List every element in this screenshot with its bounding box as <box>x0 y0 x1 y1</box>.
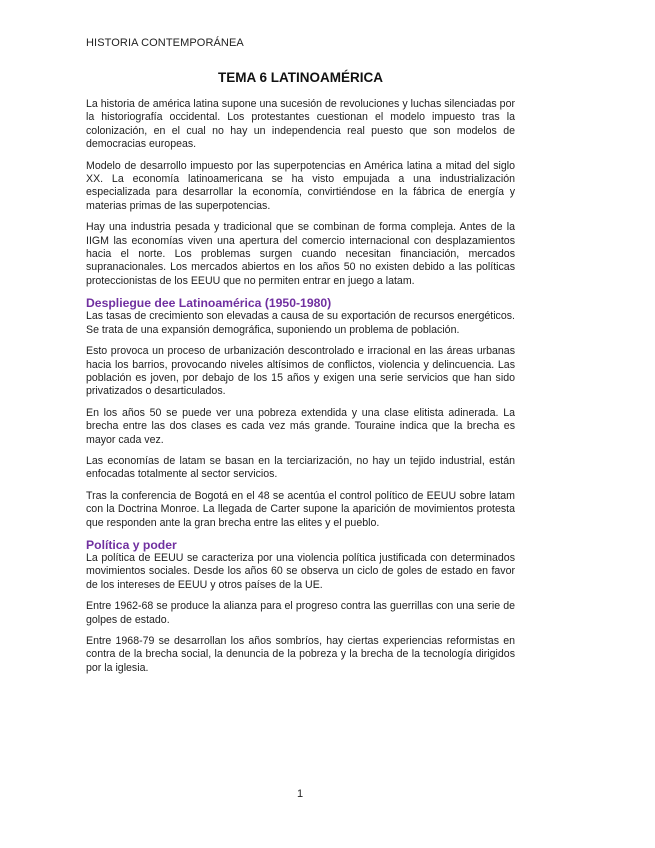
page-content <box>86 70 515 683</box>
intro-paragraph: Modelo de desarrollo impuesto por las superpotencias en América latina a mitad del siglo XX. La economía latinoamericana se ha visto empujada a una industrialización especializada para desarrollar la economía, convirtiéndose en la fábrica de energía y materias primas de las superpotencias. <box>86 159 515 212</box>
section1-paragraph: Las economías de latam se basan en la terciarización, no hay un tejido industrial, están enfocadas totalmente al sector servicios. <box>86 454 515 481</box>
section1-paragraph: Tras la conferencia de Bogotá en el 48 se acentúa el control político de EEUU sobre latam con la Doctrina Monroe. La llegada de Carter supone la aparición de movimientos protesta que responden ante la gran brecha entre las elites y el pueblo. <box>86 489 515 529</box>
section2-paragraph: Entre 1962-68 se produce la alianza para el progreso contra las guerrillas con una serie de golpes de estado. <box>86 600 515 626</box>
section1-paragraph: En los años 50 se puede ver una pobreza extendida y una clase elitista adinerada. La brecha entre las dos clases es cada vez más grande. Touraine indica que la brecha es mayor cada vez. <box>86 406 515 446</box>
document-title: TEMA 6 LATINOAMÉRICA <box>218 70 383 85</box>
section1-paragraph: Las tasas de crecimiento son elevadas a causa de su exportación de recursos energéticos. Se trata de una expansión demográfica, suponiendo un problema de población. <box>86 310 515 336</box>
section1-paragraph: Esto provoca un proceso de urbanización descontrolado e irracional en las áreas urbanas hacia los barrios, provocando niveles altísimos de conflictos, violencia y delincuencia. Las población es joven, por debajo de los 15 años y exigen una serie servicios que han sido privatizados o desarticulados. <box>86 345 515 398</box>
section-heading-despliegue: Despliegue dee Latinoamérica (1950-1980) <box>86 296 332 311</box>
page-number: 1 <box>296 788 304 800</box>
section2-paragraph: La política de EEUU se caracteriza por una violencia política justificada con determinados movimientos sociales. Desde los años 60 se observa un ciclo de goles de estado en favor de los intereses de EEUU y otros países de la UE. <box>86 551 515 591</box>
running-header: HISTORIA CONTEMPORÁNEA <box>86 37 244 49</box>
intro-paragraph: La historia de américa latina supone una sucesión de revoluciones y luchas silenciadas por la historiografía occidental. Los protestantes cuestionan el modelo impuesto tras la colonización, en el cual no hay un independencia real puesto que son modelos de democracias europeas. <box>86 98 515 151</box>
intro-paragraph: Hay una industria pesada y tradicional que se combinan de forma compleja. Antes de la IIGM las economías viven una apertura del comercio internacional con desplazamientos hacia el norte. Los problemas surgen cuando necesitan financiación, mercados supranacionales. Los mercados abiertos en los años 50 no existen debido a las políticas proteccionistas de los EEUU que no permiten entrar en juego a latam. <box>86 221 515 287</box>
section2-paragraph: Entre 1968-79 se desarrollan los años sombríos, hay ciertas experiencias reformistas en contra de la brecha social, la denuncia de la pobreza y la brecha de la tecnología dirigidos por la iglesia. <box>86 635 515 674</box>
section-heading-politica: Política y poder <box>86 537 177 552</box>
